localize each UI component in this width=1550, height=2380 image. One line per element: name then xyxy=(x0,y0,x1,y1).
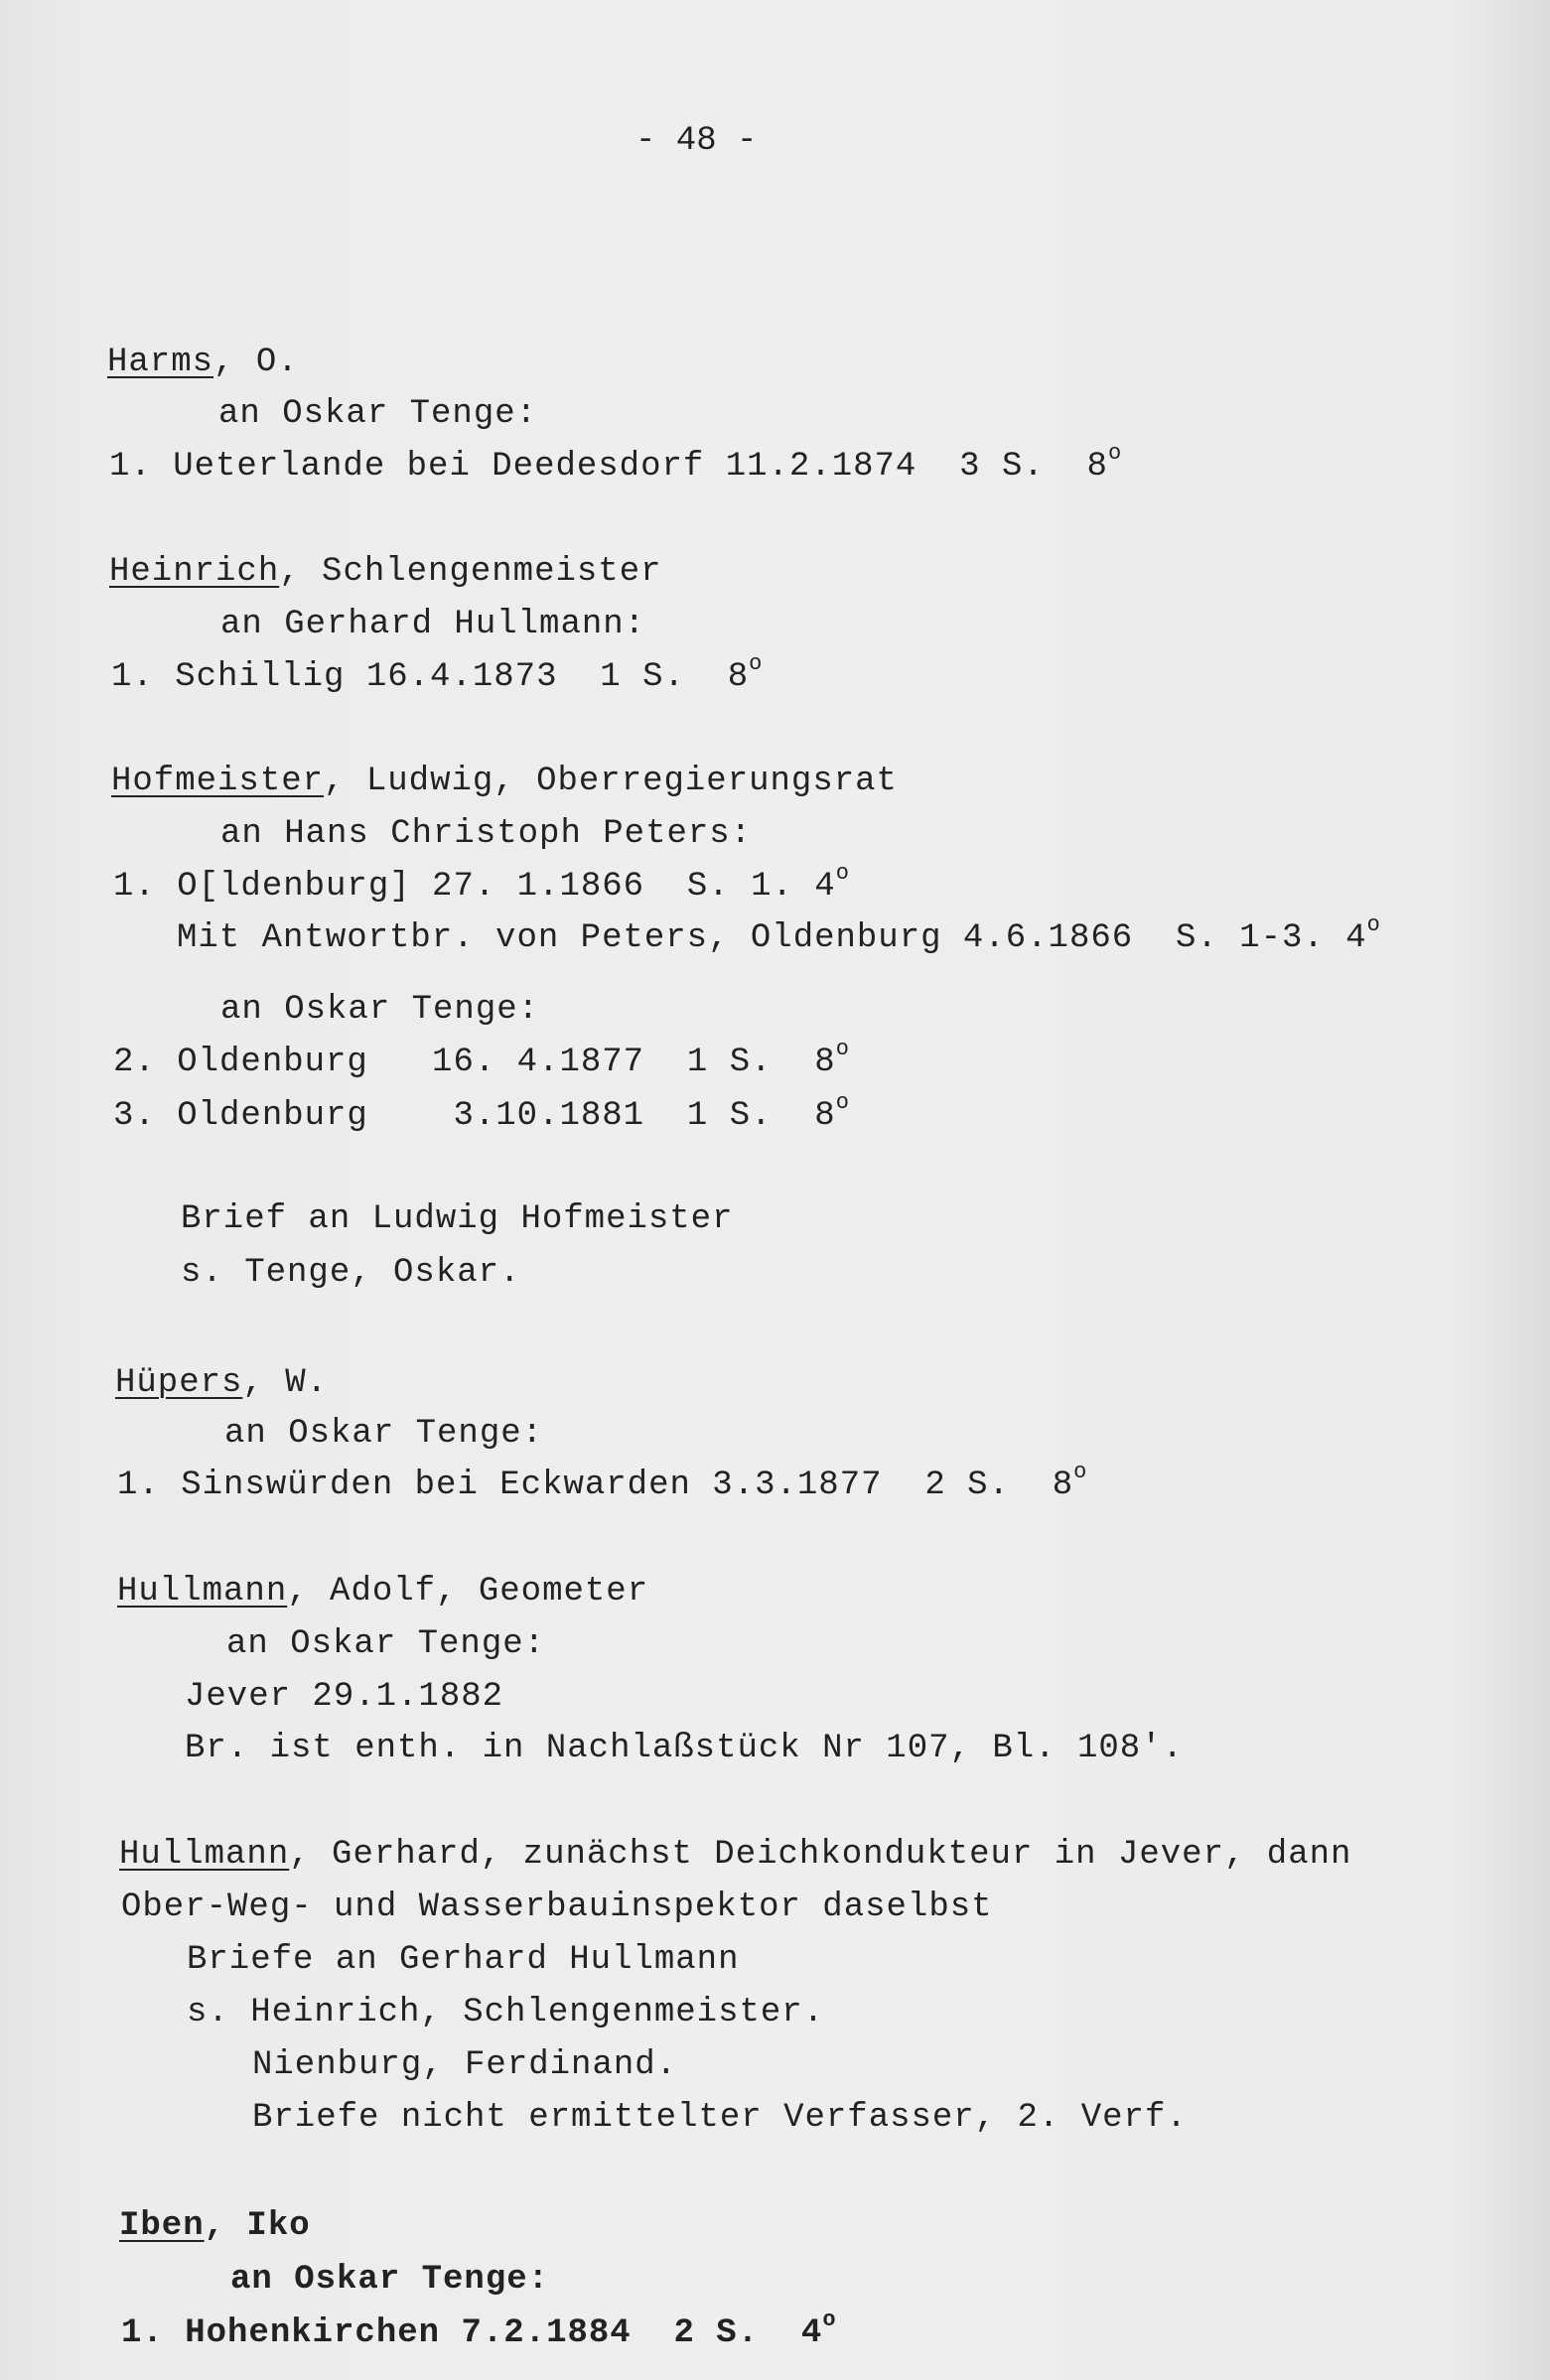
entry-hullmann-gerhard-reference-4: Briefe nicht ermittelter Verfasser, 2. Verf. xyxy=(252,2099,1188,2137)
entry-harms-heading: Harms, O. xyxy=(107,344,299,381)
entry-hullmann-adolf-recipient: an Oskar Tenge: xyxy=(226,1625,546,1663)
entry-name: Heinrich xyxy=(109,553,280,591)
entry-hofmeister-letter-1-reply: Mit Antwortbr. von Peters, Oldenburg 4.6.1866 S. 1-3. 4$^o$ xyxy=(177,912,1381,957)
page-number: - 48 - xyxy=(635,122,758,160)
entry-hullmann-gerhard-reference-3: Nienburg, Ferdinand. xyxy=(252,2046,678,2084)
entry-hullmann-adolf-note: Br. ist enth. in Nachlaßstück Nr 107, Bl. 108'. xyxy=(185,1730,1184,1767)
entry-heinrich-recipient: an Gerhard Hullmann: xyxy=(220,606,646,643)
entry-hullmann-adolf-heading: Hullmann, Adolf, Geometer xyxy=(117,1573,649,1610)
entry-name: Iben xyxy=(119,2207,205,2245)
entry-harms-recipient: an Oskar Tenge: xyxy=(218,395,538,433)
entry-huepers-recipient: an Oskar Tenge: xyxy=(224,1415,544,1453)
entry-iben-heading: Iben, Iko xyxy=(119,2207,311,2245)
entry-hofmeister-heading: Hofmeister, Ludwig, Oberregierungsrat xyxy=(111,763,898,800)
entry-name: Hullmann xyxy=(119,1836,290,1874)
entry-hullmann-gerhard-heading: Hullmann, Gerhard, zunächst Deichkondukteur in Jever, dann xyxy=(119,1836,1352,1874)
entry-hullmann-gerhard-reference-1: Briefe an Gerhard Hullmann xyxy=(187,1941,740,1979)
entry-name: Hüpers xyxy=(115,1364,243,1402)
entry-hofmeister-letter-2: 2. Oldenburg 16. 4.1877 1 S. 8$^o$ xyxy=(113,1037,850,1081)
entry-hofmeister-letter-3: 3. Oldenburg 3.10.1881 1 S. 8$^o$ xyxy=(113,1090,850,1135)
entry-hofmeister-reference-1: Brief an Ludwig Hofmeister xyxy=(181,1200,734,1238)
entry-name: Hullmann xyxy=(117,1573,288,1610)
entry-hofmeister-recipient-1: an Hans Christoph Peters: xyxy=(220,815,753,853)
entry-hofmeister-recipient-2: an Oskar Tenge: xyxy=(220,991,540,1029)
entry-hullmann-adolf-letter-1: Jever 29.1.1882 xyxy=(185,1678,504,1716)
entry-hullmann-gerhard-heading-cont: Ober-Weg- und Wasserbauinspektor daselbst xyxy=(121,1889,993,1926)
entry-huepers-heading: Hüpers, W. xyxy=(115,1364,329,1402)
entry-iben-recipient: an Oskar Tenge: xyxy=(230,2261,550,2299)
entry-heinrich-letter-1: 1. Schillig 16.4.1873 1 S. 8$^o$ xyxy=(111,651,764,696)
entry-hofmeister-letter-1: 1. O[ldenburg] 27. 1.1866 S. 1. 4$^o$ xyxy=(113,861,850,906)
entry-heinrich-heading: Heinrich, Schlengenmeister xyxy=(109,553,662,591)
entry-harms-letter-1: 1. Ueterlande bei Deedesdorf 11.2.1874 3 S. 8$^o$ xyxy=(109,441,1123,486)
entry-huepers-letter-1: 1. Sinswürden bei Eckwarden 3.3.1877 2 S. 8$^o$ xyxy=(117,1460,1088,1504)
entry-name: Harms xyxy=(107,344,214,381)
entry-hullmann-gerhard-reference-2: s. Heinrich, Schlengenmeister. xyxy=(187,1994,825,2031)
entry-iben-letter-1: 1. Hohenkirchen 7.2.1884 2 S. 4$^o$ xyxy=(121,2308,837,2352)
entry-name: Hofmeister xyxy=(111,763,325,800)
entry-hofmeister-reference-2: s. Tenge, Oskar. xyxy=(181,1254,521,1292)
